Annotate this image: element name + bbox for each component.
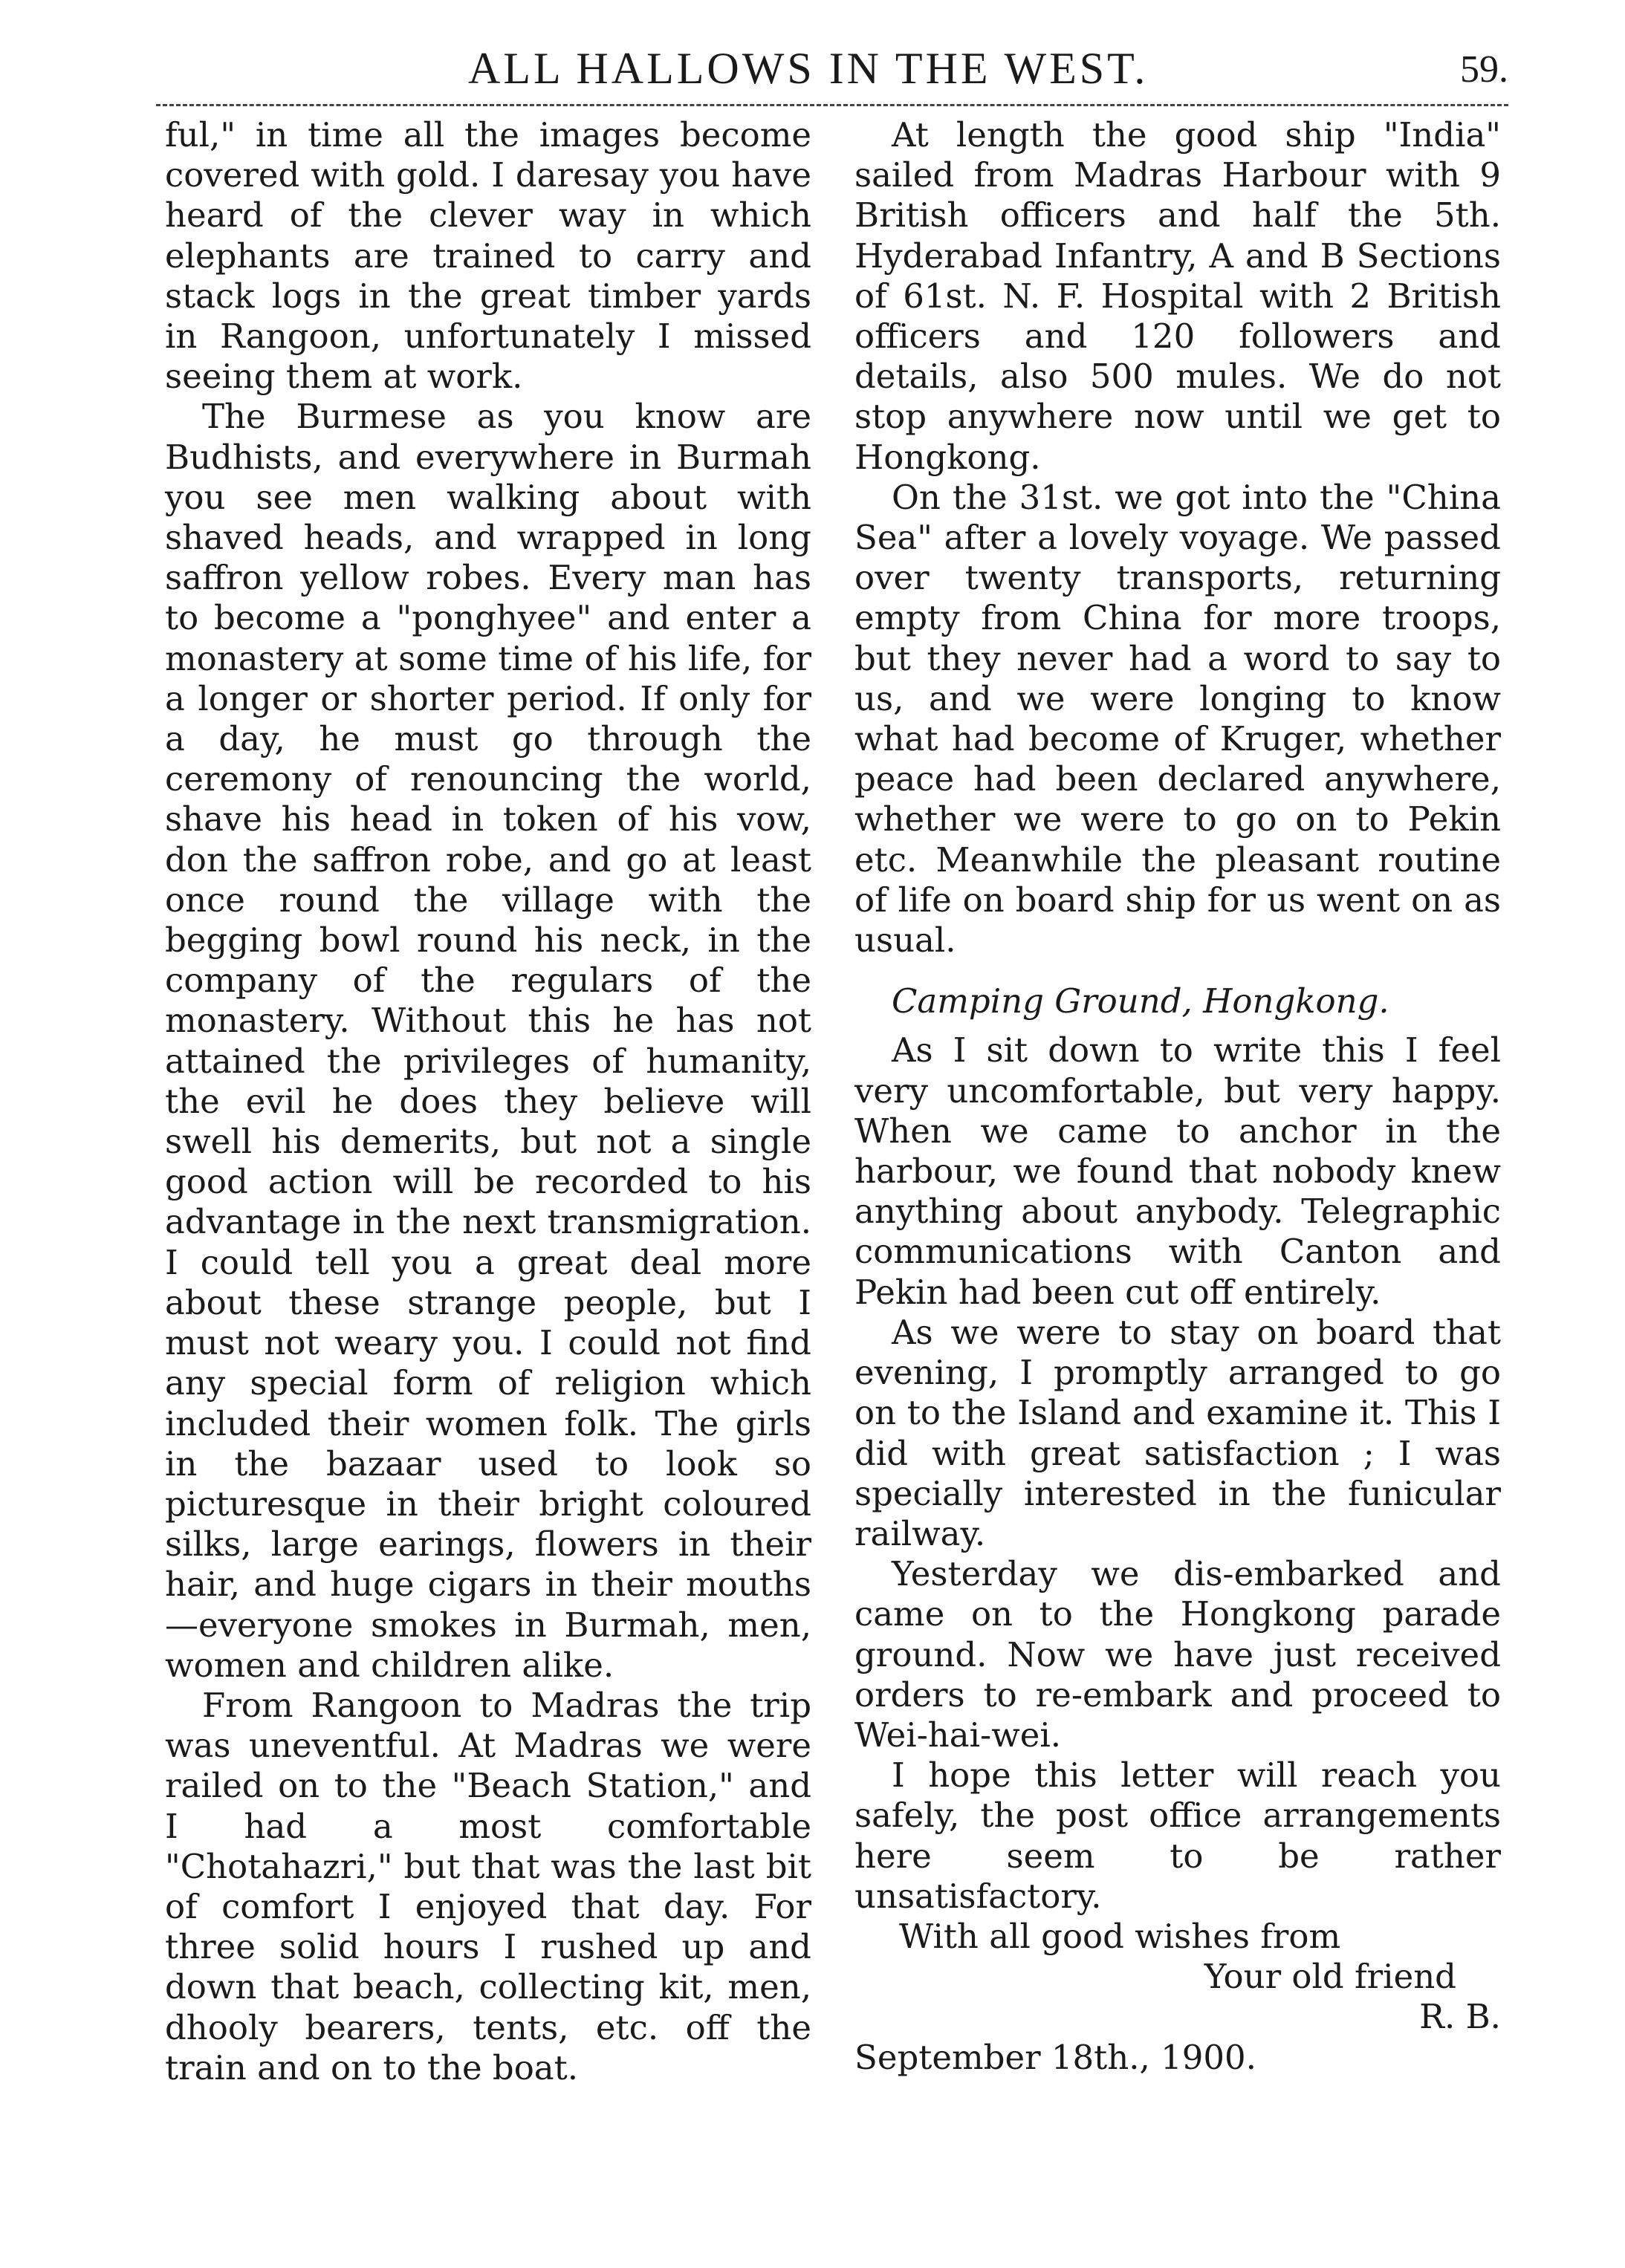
header-rule <box>156 104 1508 106</box>
right-paragraph-1: At length the good ship "India" sailed from Madras Harbour with 9 British officers and half the 5th. Hyderabad Infantry, A and B Sections of 61st. N. F. Hospital with 2 British officers and 120 followers and details, also 500 mules. We do not stop anywhere now until we get to Hongkong. <box>854 115 1501 477</box>
page-header <box>149 43 1508 103</box>
closing-line: With all good wishes from <box>899 1916 1341 1956</box>
right-paragraph-3: As I sit down to write this I feel very uncomfortable, but very happy. When we came to anchor in the harbour, we found that nobody knew anything about anybody. Telegraphic communications with Canton and Pekin had been cut off entirely. <box>854 1030 1501 1312</box>
running-title: ALL HALLOWS IN THE WEST. <box>468 44 1149 93</box>
right-column <box>854 115 1501 2078</box>
left-paragraph-3: From Rangoon to Madras the trip was uneventful. At Madras we were railed on to the "Beach Station," and I had a most comfortable "Chotahazri," but that was the last bit of comfort I enjoyed that day. For three solid hours I rushed up and down that beach, collecting kit, men, dhooly bearers, tents, etc. off the train and on to the boat. <box>165 1685 811 2087</box>
section-heading: Camping Ground, Hongkong. <box>892 981 1389 1021</box>
right-paragraph-6: I hope this letter will reach you safely, the post office arrangements here seem to be rather unsatisfactory. <box>854 1755 1501 1916</box>
left-column <box>165 115 811 2088</box>
right-paragraph-5: Yesterday we dis-embarked and came on to the Hongkong parade ground. Now we have just received orders to re-embark and proceed to Wei-hai-wei. <box>854 1554 1501 1755</box>
left-paragraph-2: The Burmese as you know are Budhists, and everywhere in Burmah you see men walking about with shaved heads, and wrapped in long saffron yellow robes. Every man has to become a "ponghyee" and enter a monastery at some time of his life, for a longer or shorter period. If only for a day, he must go through the ceremony of renouncing the world, shave his head in token of his vow, don the saffron robe, and go at least once round the village with the begging bowl round his neck, in the company of the regulars of the monastery. Without this he has not attained the privileges of humanity, the evil he does they believe will swell his demerits, but not a single good action will be recorded to his advantage in the next transmigration. I could tell you a great deal more about these strange people, but I must not weary you. I could not find any special form of religion which included their women folk. The girls in the bazaar used to look so picturesque in their bright coloured silks, large earings, flowers in their hair, and huge cigars in their mouths—everyone smokes in Burmah, men, women and children alike. <box>165 397 811 1685</box>
left-paragraph-1: ful," in time all the images become covered with gold. I daresay you have heard of the clever way in which elephants are trained to carry and stack logs in the great timber yards in Rangoon, unfortunately I missed seeing them at work. <box>165 115 811 397</box>
page-number: 59. <box>1460 48 1508 91</box>
signoff-line: Your old friend <box>1204 1957 1456 1997</box>
right-paragraph-4: As we were to stay on board that evening, I promptly arranged to go on to the Island and examine it. This I did with great satisfaction ; I was specially interested in the funicular railway. <box>854 1312 1501 1553</box>
right-paragraph-2: On the 31st. we got into the "China Sea" after a lovely voyage. We passed over twenty transports, returning empty from China for more troops, but they never had a word to say to us, and we were longing to know what had become of Kruger, whether peace had been declared anywhere, whether we were to go on to Pekin etc. Meanwhile the pleasant routine of life on board ship for us went on as usual. <box>854 477 1501 961</box>
letter-date: September 18th., 1900. <box>854 2037 1256 2077</box>
signature-initials: R. B. <box>1419 1997 1501 2037</box>
